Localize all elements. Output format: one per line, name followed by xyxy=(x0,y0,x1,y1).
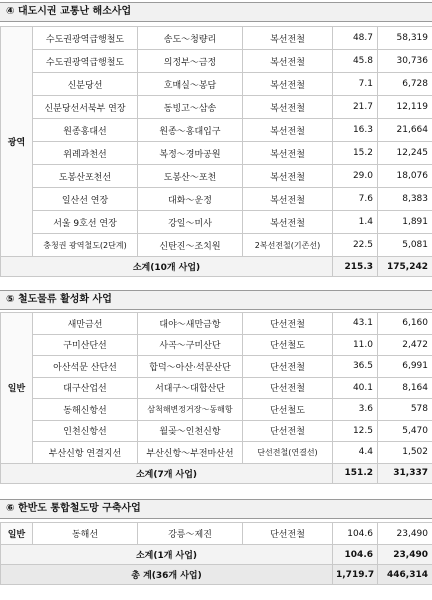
category-cell: 일반 xyxy=(1,523,33,545)
type-cell: 복선전철 xyxy=(243,50,333,73)
length-cell: 36.5 xyxy=(333,356,378,378)
project-name-cell: 충청권 광역철도(2단계) xyxy=(33,234,138,257)
table-row xyxy=(1,96,432,119)
subtotal-row xyxy=(1,463,432,483)
route-cell: 합덕～아산·석문산단 xyxy=(138,356,243,378)
subtotal-cost: 23,490 xyxy=(378,545,432,565)
table-row xyxy=(1,119,432,142)
table-row xyxy=(1,377,432,399)
project-name-cell: 동해신항선 xyxy=(33,399,138,421)
table-row xyxy=(1,334,432,356)
table-row xyxy=(1,165,432,188)
subtotal-length: 215.3 xyxy=(333,257,378,277)
table-row xyxy=(1,73,432,96)
length-cell: 48.7 xyxy=(333,27,378,50)
route-cell: 대화～운정 xyxy=(138,188,243,211)
type-cell: 복선전철 xyxy=(243,165,333,188)
length-cell: 7.6 xyxy=(333,188,378,211)
type-cell: 복선전철 xyxy=(243,73,333,96)
length-cell: 15.2 xyxy=(333,142,378,165)
subtotal-label: 소계(10개 사업) xyxy=(1,257,333,277)
project-name-cell: 신분당선서북부 연장 xyxy=(33,96,138,119)
route-cell: 동빙고～삼송 xyxy=(138,96,243,119)
route-cell: 원종～홍대입구 xyxy=(138,119,243,142)
cost-cell: 1,891 xyxy=(378,211,432,234)
cost-cell: 12,245 xyxy=(378,142,432,165)
route-cell: 송도～청량리 xyxy=(138,27,243,50)
table-row xyxy=(1,234,432,257)
length-cell: 1.4 xyxy=(333,211,378,234)
cost-cell: 21,664 xyxy=(378,119,432,142)
cost-cell: 30,736 xyxy=(378,50,432,73)
project-name-cell: 일산선 연장 xyxy=(33,188,138,211)
type-cell: 단선전철 xyxy=(243,523,333,545)
cost-cell: 23,490 xyxy=(378,523,432,545)
project-name-cell: 수도권광역급행철도 xyxy=(33,27,138,50)
route-cell: 삼척해변정거장～동해항 xyxy=(138,399,243,421)
table-row xyxy=(1,442,432,464)
table-row xyxy=(1,399,432,421)
route-cell: 도봉산～포천 xyxy=(138,165,243,188)
cost-cell: 58,319 xyxy=(378,27,432,50)
type-cell: 단선철도 xyxy=(243,334,333,356)
table-row xyxy=(1,313,432,335)
section-5-table xyxy=(0,312,432,484)
table-row xyxy=(1,523,432,545)
subtotal-label: 소계(7개 사업) xyxy=(1,463,333,483)
project-name-cell: 도봉산포천선 xyxy=(33,165,138,188)
section-6-table xyxy=(0,522,432,585)
route-cell: 서대구～대합산단 xyxy=(138,377,243,399)
cost-cell: 578 xyxy=(378,399,432,421)
subtotal-cost: 31,337 xyxy=(378,463,432,483)
subtotal-row xyxy=(1,257,432,277)
subtotal-length: 104.6 xyxy=(333,545,378,565)
cost-cell: 8,383 xyxy=(378,188,432,211)
type-cell: 복선전철 xyxy=(243,142,333,165)
subtotal-length: 151.2 xyxy=(333,463,378,483)
route-cell: 호매실～봉담 xyxy=(138,73,243,96)
route-cell: 강일～미사 xyxy=(138,211,243,234)
length-cell: 11.0 xyxy=(333,334,378,356)
cost-cell: 6,160 xyxy=(378,313,432,335)
grand-total-row xyxy=(1,565,432,585)
project-name-cell: 대구산업선 xyxy=(33,377,138,399)
table-row xyxy=(1,50,432,73)
project-name-cell: 원종홍대선 xyxy=(33,119,138,142)
cost-cell: 2,472 xyxy=(378,334,432,356)
project-name-cell: 수도권광역급행철도 xyxy=(33,50,138,73)
length-cell: 3.6 xyxy=(333,399,378,421)
type-cell: 복선전철 xyxy=(243,96,333,119)
cost-cell: 1,502 xyxy=(378,442,432,464)
table-row xyxy=(1,356,432,378)
cost-cell: 8,164 xyxy=(378,377,432,399)
route-cell: 부산신항～부전마산선 xyxy=(138,442,243,464)
route-cell: 월곶～인천신항 xyxy=(138,420,243,442)
cost-cell: 18,076 xyxy=(378,165,432,188)
table-row xyxy=(1,188,432,211)
route-cell: 신탄진～조치원 xyxy=(138,234,243,257)
type-cell: 단선철도 xyxy=(243,399,333,421)
project-name-cell: 구미산단선 xyxy=(33,334,138,356)
project-name-cell: 위례과천선 xyxy=(33,142,138,165)
length-cell: 29.0 xyxy=(333,165,378,188)
type-cell: 2복선전철(기존선) xyxy=(243,234,333,257)
length-cell: 104.6 xyxy=(333,523,378,545)
length-cell: 45.8 xyxy=(333,50,378,73)
length-cell: 4.4 xyxy=(333,442,378,464)
subtotal-label: 소계(1개 사업) xyxy=(1,545,333,565)
route-cell: 대야～새만금항 xyxy=(138,313,243,335)
cost-cell: 12,119 xyxy=(378,96,432,119)
type-cell: 단선전철 xyxy=(243,377,333,399)
project-name-cell: 신분당선 xyxy=(33,73,138,96)
project-name-cell: 아산석문 산단선 xyxy=(33,356,138,378)
length-cell: 7.1 xyxy=(333,73,378,96)
type-cell: 단선전철(연결선) xyxy=(243,442,333,464)
length-cell: 21.7 xyxy=(333,96,378,119)
project-name-cell: 새만금선 xyxy=(33,313,138,335)
type-cell: 복선전철 xyxy=(243,27,333,50)
table-row xyxy=(1,211,432,234)
grand-total-length: 1,719.7 xyxy=(333,565,378,585)
type-cell: 복선전철 xyxy=(243,188,333,211)
length-cell: 40.1 xyxy=(333,377,378,399)
section-4-header: ④ 대도시권 교통난 해소사업 xyxy=(0,2,432,22)
cost-cell: 6,991 xyxy=(378,356,432,378)
grand-total-cost: 446,314 xyxy=(378,565,432,585)
length-cell: 22.5 xyxy=(333,234,378,257)
cost-cell: 5,470 xyxy=(378,420,432,442)
table-row xyxy=(1,420,432,442)
project-name-cell: 인천신항선 xyxy=(33,420,138,442)
table-row xyxy=(1,142,432,165)
section-4-table xyxy=(0,26,432,277)
route-cell: 의정부～금정 xyxy=(138,50,243,73)
type-cell: 복선전철 xyxy=(243,211,333,234)
route-cell: 강릉～제진 xyxy=(138,523,243,545)
route-cell: 사곡～구미산단 xyxy=(138,334,243,356)
cost-cell: 5,081 xyxy=(378,234,432,257)
length-cell: 12.5 xyxy=(333,420,378,442)
subtotal-row xyxy=(1,545,432,565)
subtotal-cost: 175,242 xyxy=(378,257,432,277)
project-name-cell: 서울 9호선 연장 xyxy=(33,211,138,234)
type-cell: 단선전철 xyxy=(243,420,333,442)
type-cell: 단선전철 xyxy=(243,356,333,378)
project-name-cell: 동해선 xyxy=(33,523,138,545)
length-cell: 16.3 xyxy=(333,119,378,142)
table-row xyxy=(1,27,432,50)
category-cell: 일반 xyxy=(1,313,33,464)
cost-cell: 6,728 xyxy=(378,73,432,96)
length-cell: 43.1 xyxy=(333,313,378,335)
section-6-header: ⑥ 한반도 통합철도망 구축사업 xyxy=(0,499,432,519)
section-5-header: ⑤ 철도물류 활성화 사업 xyxy=(0,290,432,310)
category-cell: 광역 xyxy=(1,27,33,257)
type-cell: 복선전철 xyxy=(243,119,333,142)
type-cell: 단선전철 xyxy=(243,313,333,335)
route-cell: 복정～경마공원 xyxy=(138,142,243,165)
grand-total-label: 총 계(36개 사업) xyxy=(1,565,333,585)
project-name-cell: 부산신항 연결지선 xyxy=(33,442,138,464)
